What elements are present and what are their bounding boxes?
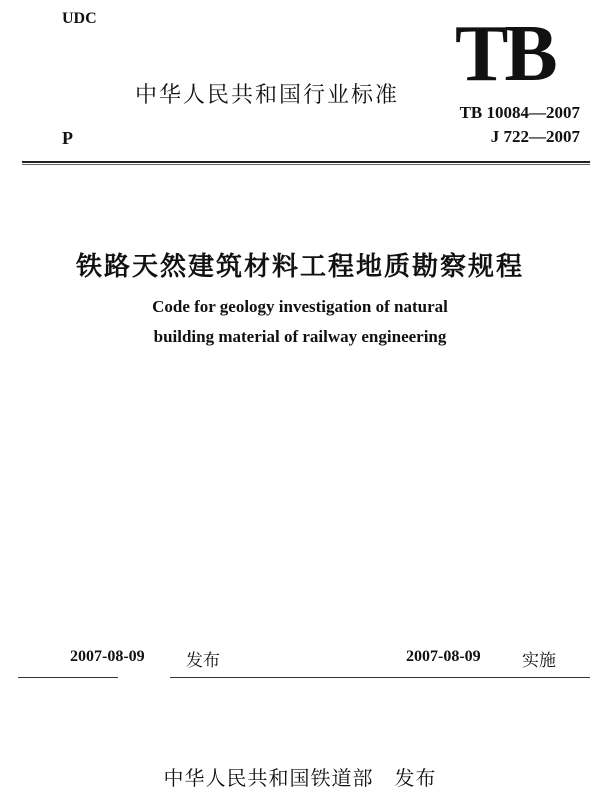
issue-label: 发布 — [186, 651, 220, 671]
header-divider — [22, 161, 590, 163]
standard-type: 中华人民共和国行业标准 — [135, 83, 400, 108]
classification-label: P — [62, 128, 73, 148]
header-divider-thin — [22, 164, 590, 165]
title-chinese: 铁路天然建筑材料工程地质勘察规程 — [75, 252, 524, 282]
title-english-line1: Code for geology investigation of natural — [152, 297, 448, 316]
udc-label: UDC — [62, 10, 97, 27]
implement-label: 实施 — [522, 651, 556, 671]
standard-code-primary: TB 10084—2007 — [459, 103, 580, 122]
issue-date: 2007-08-09 — [70, 648, 145, 665]
tb-logo: TB — [455, 10, 554, 98]
date-divider-left — [18, 677, 118, 678]
standard-code-secondary: J 722—2007 — [490, 127, 580, 146]
implement-date: 2007-08-09 — [406, 648, 481, 665]
date-divider-right — [170, 677, 590, 678]
publisher: 中华人民共和国铁道部 发布 — [163, 766, 437, 790]
title-english-line2: building material of railway engineering — [153, 327, 447, 346]
